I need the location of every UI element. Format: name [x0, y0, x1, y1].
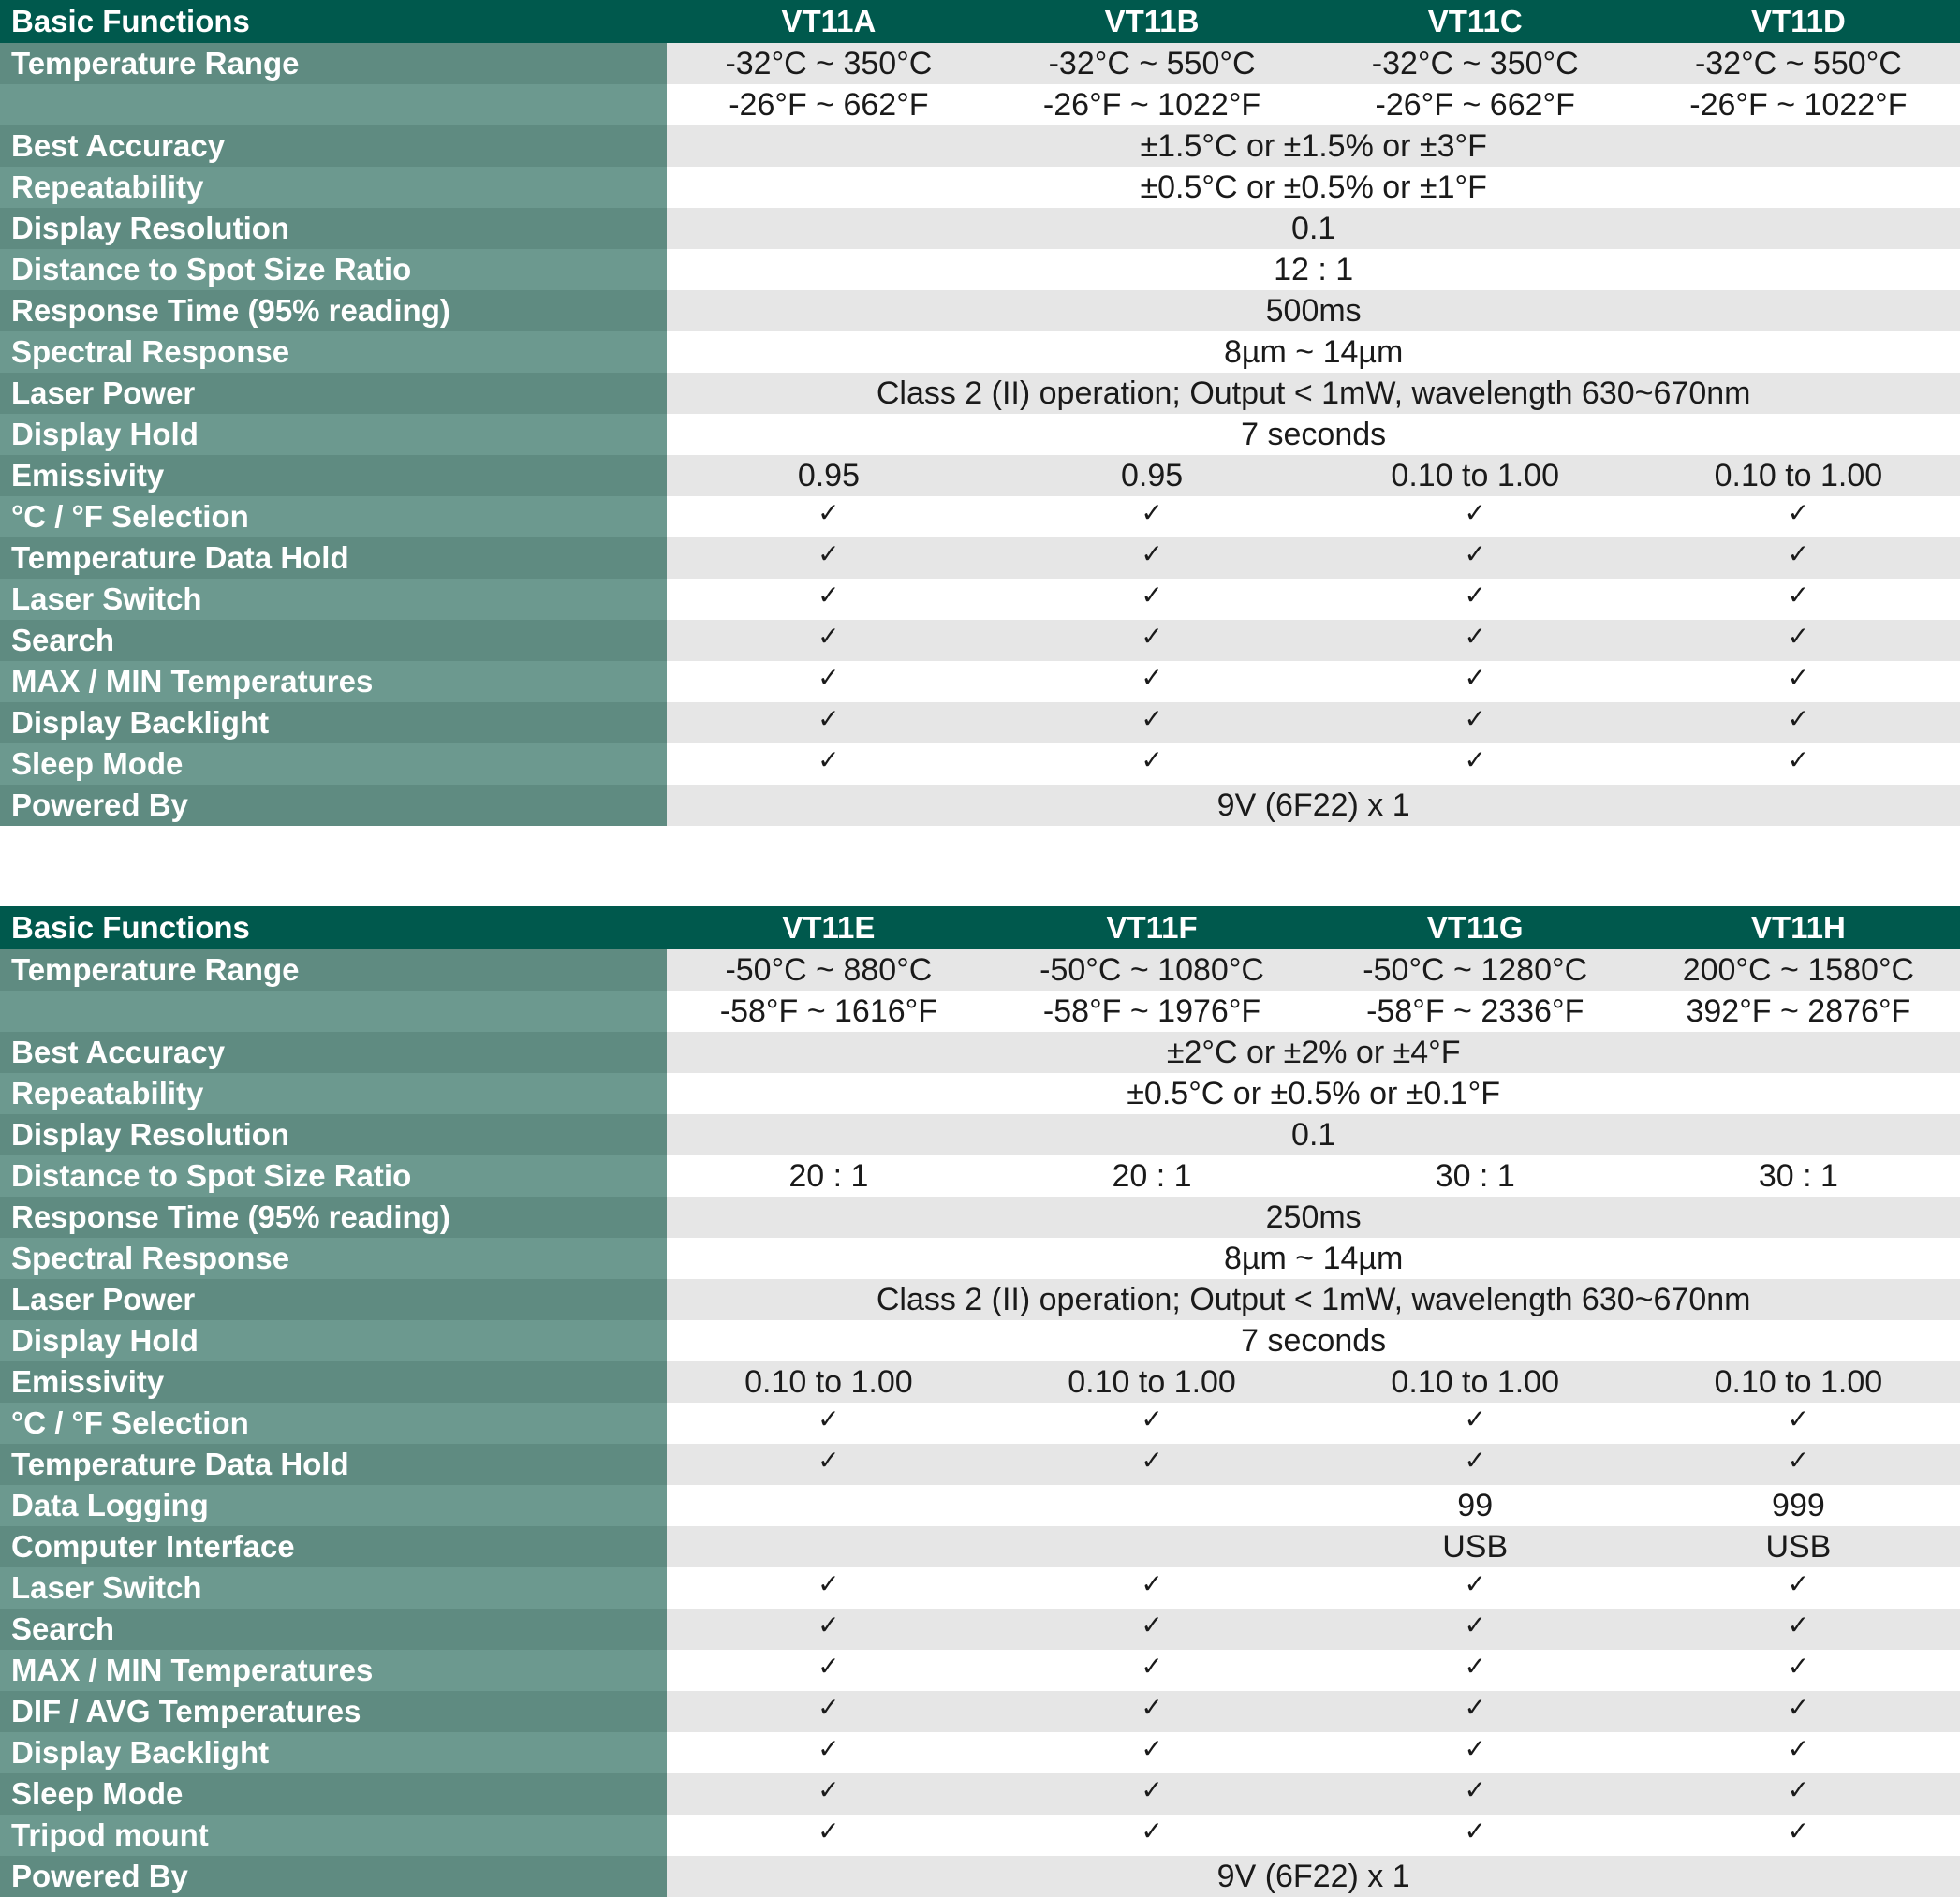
- spec-value: Class 2 (II) operation; Output < 1mW, wavelength 630~670nm: [667, 1279, 1960, 1320]
- check-mark: ✓: [1314, 1609, 1637, 1650]
- spec-value: -50°C ~ 1080°C: [990, 949, 1313, 991]
- check-mark: ✓: [1637, 1403, 1960, 1444]
- spec-row: [0, 1279, 1960, 1320]
- check-mark: ✓: [1314, 620, 1637, 661]
- spec-label: MAX / MIN Temperatures: [0, 1650, 667, 1691]
- spec-label: Spectral Response: [0, 1238, 667, 1279]
- check-mark: ✓: [667, 661, 990, 702]
- spec-value: 20 : 1: [990, 1155, 1313, 1197]
- spec-label: Emissivity: [0, 455, 667, 496]
- spec-label: Display Resolution: [0, 208, 667, 249]
- model-header: VT11D: [1637, 0, 1960, 43]
- spec-label: Display Backlight: [0, 1732, 667, 1773]
- check-mark: ✓: [1314, 1815, 1637, 1856]
- check-mark: ✓: [1314, 579, 1637, 620]
- check-mark: ✓: [667, 537, 990, 579]
- spec-label: Tripod mount: [0, 1815, 667, 1856]
- spec-value: 8µm ~ 14µm: [667, 1238, 1960, 1279]
- check-mark: ✓: [1637, 1691, 1960, 1732]
- check-mark: ✓: [990, 537, 1313, 579]
- check-mark: ✓: [1637, 702, 1960, 743]
- check-mark: ✓: [667, 1609, 990, 1650]
- spec-row: [0, 249, 1960, 290]
- check-mark: ✓: [990, 1650, 1313, 1691]
- check-mark: ✓: [1314, 1691, 1637, 1732]
- spec-value: -32°C ~ 550°C: [1637, 43, 1960, 84]
- spec-value: 9V (6F22) x 1: [667, 785, 1960, 826]
- spec-value: [667, 1526, 990, 1567]
- check-mark: ✓: [667, 1773, 990, 1815]
- spec-value: -32°C ~ 350°C: [667, 43, 990, 84]
- spec-label: Response Time (95% reading): [0, 290, 667, 331]
- spec-value: -32°C ~ 350°C: [1314, 43, 1637, 84]
- spec-row: [0, 1114, 1960, 1155]
- check-mark: ✓: [667, 620, 990, 661]
- spec-row: [0, 1650, 1960, 1691]
- spec-value: 9V (6F22) x 1: [667, 1856, 1960, 1897]
- spec-value: 0.1: [667, 1114, 1960, 1155]
- spec-label: Temperature Data Hold: [0, 1444, 667, 1485]
- spec-row: [0, 1526, 1960, 1567]
- spec-value: ±2°C or ±2% or ±4°F: [667, 1032, 1960, 1073]
- spec-row: [0, 1073, 1960, 1114]
- check-mark: ✓: [1314, 1567, 1637, 1609]
- spec-value: 30 : 1: [1637, 1155, 1960, 1197]
- spec-label: Display Backlight: [0, 702, 667, 743]
- spec-label: Sleep Mode: [0, 1773, 667, 1815]
- spec-label: °C / °F Selection: [0, 1403, 667, 1444]
- spec-value: -50°C ~ 880°C: [667, 949, 990, 991]
- spec-label: MAX / MIN Temperatures: [0, 661, 667, 702]
- spec-label: Laser Power: [0, 373, 667, 414]
- spec-value: 7 seconds: [667, 1320, 1960, 1361]
- spec-value: -26°F ~ 662°F: [667, 84, 990, 125]
- header-label: Basic Functions: [0, 0, 667, 43]
- spec-row: [0, 331, 1960, 373]
- spec-row: [0, 125, 1960, 167]
- spec-label: Data Logging: [0, 1485, 667, 1526]
- spec-value: 999: [1637, 1485, 1960, 1526]
- spec-label: Display Hold: [0, 1320, 667, 1361]
- spec-row: [0, 455, 1960, 496]
- spec-value: 0.1: [667, 208, 1960, 249]
- check-mark: ✓: [667, 1403, 990, 1444]
- model-header: VT11E: [667, 906, 990, 949]
- spec-value: ±0.5°C or ±0.5% or ±1°F: [667, 167, 1960, 208]
- spec-label: Powered By: [0, 1856, 667, 1897]
- spec-label: Search: [0, 1609, 667, 1650]
- spec-table-vt11a-d: [0, 0, 1960, 826]
- spec-value: 392°F ~ 2876°F: [1637, 991, 1960, 1032]
- model-header: VT11C: [1314, 0, 1637, 43]
- check-mark: ✓: [1314, 1773, 1637, 1815]
- header-row: [0, 0, 1960, 43]
- spec-row: [0, 661, 1960, 702]
- spec-value: 7 seconds: [667, 414, 1960, 455]
- spec-value: 0.10 to 1.00: [1637, 1361, 1960, 1403]
- spec-value: 20 : 1: [667, 1155, 990, 1197]
- spec-row: [0, 1032, 1960, 1073]
- spec-value: ±1.5°C or ±1.5% or ±3°F: [667, 125, 1960, 167]
- spec-label: °C / °F Selection: [0, 496, 667, 537]
- spec-value: 99: [1314, 1485, 1637, 1526]
- spec-row: [0, 785, 1960, 826]
- spec-value: -32°C ~ 550°C: [990, 43, 1313, 84]
- spec-label: Best Accuracy: [0, 125, 667, 167]
- spec-label: Spectral Response: [0, 331, 667, 373]
- spec-label: Laser Switch: [0, 579, 667, 620]
- spec-label: Temperature Range: [0, 949, 667, 991]
- check-mark: ✓: [667, 1650, 990, 1691]
- check-mark: ✓: [990, 1773, 1313, 1815]
- check-mark: ✓: [990, 1609, 1313, 1650]
- check-mark: ✓: [667, 702, 990, 743]
- spec-row: [0, 414, 1960, 455]
- spec-row: [0, 1567, 1960, 1609]
- header-row: [0, 906, 1960, 949]
- check-mark: ✓: [667, 743, 990, 785]
- spec-label: Emissivity: [0, 1361, 667, 1403]
- check-mark: ✓: [667, 1444, 990, 1485]
- check-mark: ✓: [667, 1815, 990, 1856]
- check-mark: ✓: [1637, 661, 1960, 702]
- spec-label: Display Hold: [0, 414, 667, 455]
- spec-value: 250ms: [667, 1197, 1960, 1238]
- spec-row: [0, 1361, 1960, 1403]
- spec-label: Temperature Range: [0, 43, 667, 84]
- spec-label: Laser Power: [0, 1279, 667, 1320]
- spec-value: 200°C ~ 1580°C: [1637, 949, 1960, 991]
- check-mark: ✓: [1314, 1444, 1637, 1485]
- spec-value: 0.10 to 1.00: [1637, 455, 1960, 496]
- spec-row: [0, 1320, 1960, 1361]
- check-mark: ✓: [1637, 496, 1960, 537]
- header-label: Basic Functions: [0, 906, 667, 949]
- spec-label: [0, 991, 667, 1032]
- spec-label: Temperature Data Hold: [0, 537, 667, 579]
- spec-row: [0, 537, 1960, 579]
- spec-table-vt11e-h: [0, 906, 1960, 1897]
- spec-label: Display Resolution: [0, 1114, 667, 1155]
- spec-value: 8µm ~ 14µm: [667, 331, 1960, 373]
- spec-row: [0, 743, 1960, 785]
- spec-value: ±0.5°C or ±0.5% or ±0.1°F: [667, 1073, 1960, 1114]
- spec-label: Distance to Spot Size Ratio: [0, 249, 667, 290]
- spec-value: Class 2 (II) operation; Output < 1mW, wavelength 630~670nm: [667, 373, 1960, 414]
- model-header: VT11F: [990, 906, 1313, 949]
- check-mark: ✓: [990, 1815, 1313, 1856]
- spec-row: [0, 991, 1960, 1032]
- spec-value: 0.10 to 1.00: [1314, 455, 1637, 496]
- spec-row: [0, 1856, 1960, 1897]
- check-mark: ✓: [1314, 537, 1637, 579]
- spec-row: [0, 84, 1960, 125]
- check-mark: ✓: [1637, 1609, 1960, 1650]
- check-mark: ✓: [1314, 496, 1637, 537]
- spec-row: [0, 1197, 1960, 1238]
- spec-row: [0, 1155, 1960, 1197]
- spec-value: -58°F ~ 2336°F: [1314, 991, 1637, 1032]
- spec-value: 500ms: [667, 290, 1960, 331]
- spec-value: [990, 1485, 1313, 1526]
- check-mark: ✓: [667, 496, 990, 537]
- spec-value: 0.10 to 1.00: [1314, 1361, 1637, 1403]
- check-mark: ✓: [1637, 1567, 1960, 1609]
- spec-row: [0, 620, 1960, 661]
- spec-row: [0, 167, 1960, 208]
- check-mark: ✓: [990, 620, 1313, 661]
- spec-row: [0, 1691, 1960, 1732]
- spec-label: Repeatability: [0, 167, 667, 208]
- spec-label: Distance to Spot Size Ratio: [0, 1155, 667, 1197]
- check-mark: ✓: [1314, 743, 1637, 785]
- check-mark: ✓: [990, 661, 1313, 702]
- spec-row: [0, 579, 1960, 620]
- check-mark: ✓: [1637, 1732, 1960, 1773]
- check-mark: ✓: [1314, 1403, 1637, 1444]
- spec-row: [0, 1238, 1960, 1279]
- spec-value: -26°F ~ 1022°F: [1637, 84, 1960, 125]
- spec-value: 0.95: [667, 455, 990, 496]
- spec-row: [0, 43, 1960, 84]
- check-mark: ✓: [990, 1732, 1313, 1773]
- spec-value: 0.10 to 1.00: [990, 1361, 1313, 1403]
- spec-value: 0.10 to 1.00: [667, 1361, 990, 1403]
- spec-label: [0, 84, 667, 125]
- model-header: VT11H: [1637, 906, 1960, 949]
- spec-value: -58°F ~ 1976°F: [990, 991, 1313, 1032]
- model-header: VT11G: [1314, 906, 1637, 949]
- spec-row: [0, 1609, 1960, 1650]
- spec-value: [667, 1485, 990, 1526]
- check-mark: ✓: [990, 1567, 1313, 1609]
- check-mark: ✓: [667, 1691, 990, 1732]
- spec-label: Search: [0, 620, 667, 661]
- check-mark: ✓: [1314, 1732, 1637, 1773]
- check-mark: ✓: [667, 1567, 990, 1609]
- check-mark: ✓: [1637, 537, 1960, 579]
- spec-row: [0, 1403, 1960, 1444]
- spec-label: Powered By: [0, 785, 667, 826]
- spec-value: 0.95: [990, 455, 1313, 496]
- spec-value: 30 : 1: [1314, 1155, 1637, 1197]
- spec-row: [0, 1773, 1960, 1815]
- spec-row: [0, 496, 1960, 537]
- spec-value: -58°F ~ 1616°F: [667, 991, 990, 1032]
- spec-value: 12 : 1: [667, 249, 1960, 290]
- spec-row: [0, 1815, 1960, 1856]
- model-header: VT11B: [990, 0, 1313, 43]
- spec-row: [0, 208, 1960, 249]
- spec-row: [0, 1485, 1960, 1526]
- check-mark: ✓: [1637, 620, 1960, 661]
- spec-value: -26°F ~ 1022°F: [990, 84, 1313, 125]
- check-mark: ✓: [1314, 661, 1637, 702]
- check-mark: ✓: [1637, 1773, 1960, 1815]
- check-mark: ✓: [990, 1403, 1313, 1444]
- model-header: VT11A: [667, 0, 990, 43]
- spec-row: [0, 1444, 1960, 1485]
- spec-label: Laser Switch: [0, 1567, 667, 1609]
- spec-value: -50°C ~ 1280°C: [1314, 949, 1637, 991]
- check-mark: ✓: [1314, 1650, 1637, 1691]
- spec-label: Best Accuracy: [0, 1032, 667, 1073]
- spec-row: [0, 1732, 1960, 1773]
- spec-label: Response Time (95% reading): [0, 1197, 667, 1238]
- check-mark: ✓: [990, 702, 1313, 743]
- spec-value: -26°F ~ 662°F: [1314, 84, 1637, 125]
- spec-row: [0, 373, 1960, 414]
- check-mark: ✓: [990, 496, 1313, 537]
- check-mark: ✓: [990, 579, 1313, 620]
- spec-row: [0, 949, 1960, 991]
- spec-value: [990, 1526, 1313, 1567]
- check-mark: ✓: [667, 579, 990, 620]
- spec-label: Computer Interface: [0, 1526, 667, 1567]
- check-mark: ✓: [990, 1691, 1313, 1732]
- spec-label: Sleep Mode: [0, 743, 667, 785]
- spec-label: DIF / AVG Temperatures: [0, 1691, 667, 1732]
- spec-value: USB: [1314, 1526, 1637, 1567]
- check-mark: ✓: [1637, 1444, 1960, 1485]
- check-mark: ✓: [1314, 702, 1637, 743]
- check-mark: ✓: [1637, 579, 1960, 620]
- check-mark: ✓: [667, 1732, 990, 1773]
- spec-row: [0, 290, 1960, 331]
- check-mark: ✓: [1637, 1650, 1960, 1691]
- check-mark: ✓: [1637, 743, 1960, 785]
- spec-row: [0, 702, 1960, 743]
- check-mark: ✓: [1637, 1815, 1960, 1856]
- spec-label: Repeatability: [0, 1073, 667, 1114]
- check-mark: ✓: [990, 1444, 1313, 1485]
- spec-value: USB: [1637, 1526, 1960, 1567]
- check-mark: ✓: [990, 743, 1313, 785]
